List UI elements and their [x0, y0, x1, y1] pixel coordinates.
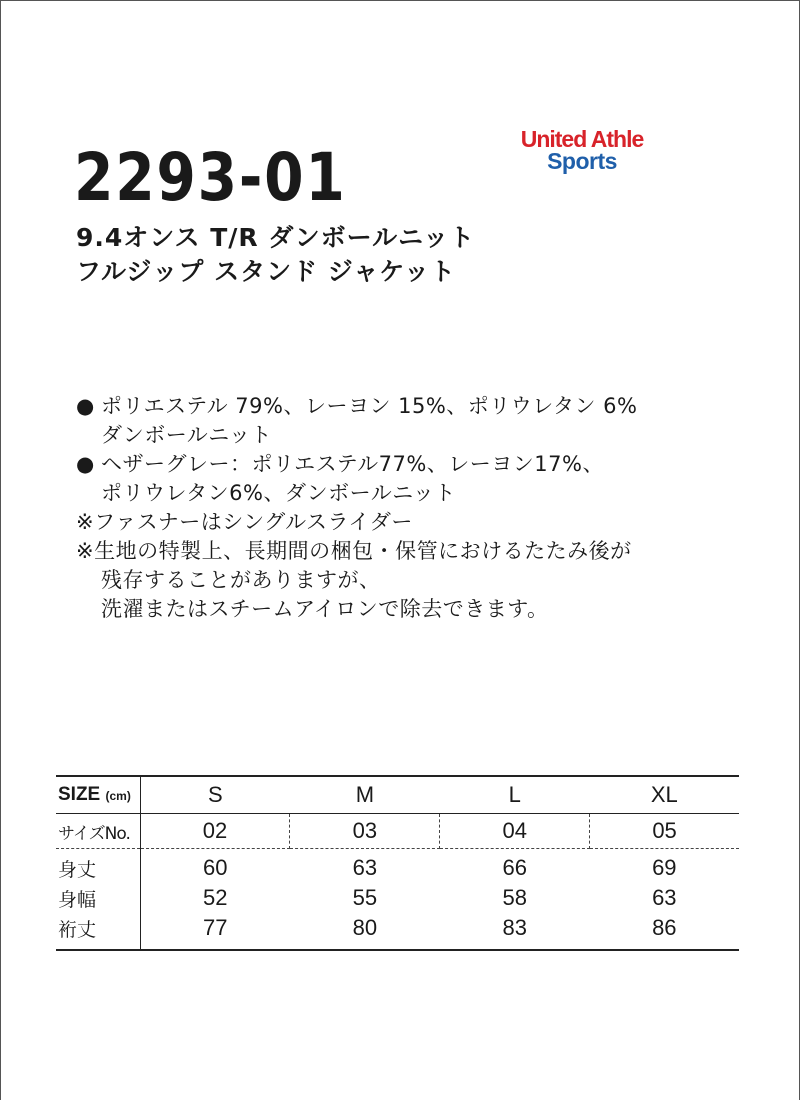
measure-label: 身丈: [56, 849, 140, 884]
size-number-label: サイズNo.: [56, 814, 140, 849]
description-line: [76, 595, 766, 624]
measure-cell: 52: [203, 885, 228, 910]
size-number-cell: 04: [440, 814, 590, 849]
size-number-cell: 02: [140, 814, 290, 849]
description-text: ※ファスナーはシングルスライダー: [76, 510, 413, 534]
size-header-l: L: [440, 776, 590, 814]
description-text: 残存することがありますが、: [101, 568, 381, 592]
size-number-cell: 03: [290, 814, 440, 849]
size-number-cell: 05: [590, 814, 739, 849]
measure-cell: 80: [290, 913, 440, 950]
description-text: ポリエステル 79%、レーヨン 15%、ポリウレタン 6%: [101, 394, 638, 418]
description-line: [76, 392, 766, 421]
description-text: ヘザーグレー：ポリエステル77%、レーヨン17%、: [101, 452, 604, 476]
size-header-unit: (cm): [105, 789, 131, 803]
page-frame-left: [0, 0, 1, 1100]
page-frame-top: [0, 0, 800, 1]
brand-logo-line2: Sports: [547, 148, 617, 174]
measure-cell: 66: [502, 855, 527, 880]
description-text: ポリウレタン6%、ダンボールニット: [101, 481, 456, 505]
size-header-s: S: [140, 776, 290, 814]
product-title-line1: 9.4オンス T/R ダンボールニット: [76, 223, 476, 252]
product-description: [76, 392, 766, 624]
measure-label: 身幅: [56, 883, 140, 913]
description-text: ダンボールニット: [101, 423, 272, 447]
description-text: ※生地の特製上、長期間の梱包・保管におけるたたみ後が: [76, 539, 632, 563]
description-text: 洗濯またはスチームアイロンで除去できます。: [101, 597, 549, 621]
size-header-label: [56, 776, 140, 814]
bullet-icon: ●: [76, 394, 95, 418]
size-table: [56, 775, 739, 951]
measure-label: 裄丈: [56, 913, 140, 950]
measure-cell: 58: [502, 885, 527, 910]
description-line: [76, 537, 766, 566]
measure-row-sleeve-length: [56, 913, 739, 950]
measure-cell: 63: [352, 855, 378, 880]
brand-logo-line1: United Athle: [520, 126, 644, 152]
product-code: 2293-01: [74, 139, 347, 216]
description-line: [76, 450, 766, 479]
size-table-header-row: [56, 776, 739, 814]
measure-row-body-width: [56, 883, 739, 913]
product-title-line2: フルジップ スタンド ジャケット: [76, 257, 457, 286]
description-line: [76, 508, 766, 537]
measure-cell: 83: [440, 913, 590, 950]
description-line: [76, 421, 766, 450]
bullet-icon: ●: [76, 452, 95, 476]
brand-logo: [492, 128, 672, 172]
measure-cell: 55: [352, 885, 378, 910]
size-number-row: [56, 814, 739, 849]
description-line: [76, 566, 766, 595]
size-header-m: M: [290, 776, 440, 814]
measure-cell: 86: [590, 913, 739, 950]
measure-cell: 77: [140, 913, 290, 950]
measure-cell: 63: [652, 885, 677, 910]
measure-row-body-length: [56, 849, 739, 884]
description-line: [76, 479, 766, 508]
measure-cell: 60: [203, 855, 228, 880]
size-header-text: SIZE: [58, 784, 101, 805]
size-header-xl: XL: [590, 776, 739, 814]
measure-cell: 69: [652, 855, 677, 880]
